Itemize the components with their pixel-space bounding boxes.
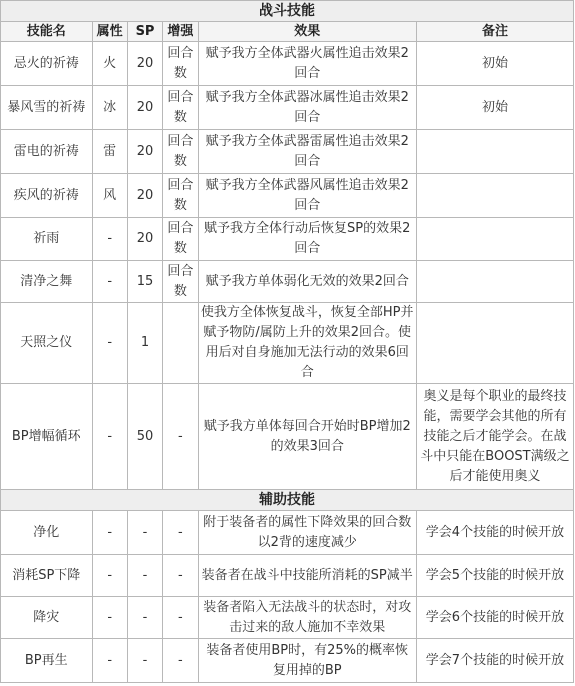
- table-row: [1, 86, 574, 130]
- header-enh: 增强: [163, 22, 198, 42]
- skill-sp: -: [127, 511, 162, 555]
- skill-note: 奥义是每个职业的最终技能，需要学会其他的所有技能之后才能学会。在战斗中只能在BOOST满级之后才能使用奥义: [416, 384, 573, 490]
- skill-name: 净化: [1, 511, 93, 555]
- skill-note: [416, 174, 573, 218]
- skill-effect: 赋予我方全体武器风属性追击效果2回合: [198, 174, 416, 218]
- header-effect: 效果: [198, 22, 416, 42]
- skill-attr: 风: [92, 174, 127, 218]
- skill-effect: 装备者陷入无法战斗的状态时，对攻击过来的敌人施加不幸效果: [198, 597, 416, 639]
- skill-sp: 15: [127, 261, 162, 303]
- section-title-row: [1, 1, 574, 22]
- skill-sp: -: [127, 639, 162, 683]
- skill-enh: 回合数: [163, 42, 198, 86]
- table-row: [1, 639, 574, 683]
- skill-attr: -: [92, 384, 127, 490]
- skill-attr: 冰: [92, 86, 127, 130]
- skill-enh: -: [163, 639, 198, 683]
- skill-enh: 回合数: [163, 130, 198, 174]
- skill-enh: [163, 303, 198, 384]
- skill-enh: -: [163, 511, 198, 555]
- header-note: 备注: [416, 22, 573, 42]
- skill-attr: -: [92, 218, 127, 261]
- skill-attr: -: [92, 597, 127, 639]
- skill-enh: -: [163, 384, 198, 490]
- skill-effect: 赋予我方单体每回合开始时BP增加2的效果3回合: [198, 384, 416, 490]
- skill-effect: 附于装备者的属性下降效果的回合数以2背的速度减少: [198, 511, 416, 555]
- skill-note: 初始: [416, 42, 573, 86]
- skill-enh: 回合数: [163, 218, 198, 261]
- skill-effect: 装备者在战斗中技能所消耗的SP减半: [198, 555, 416, 597]
- skill-sp: -: [127, 555, 162, 597]
- table-row: [1, 261, 574, 303]
- table-row: [1, 384, 574, 490]
- skill-enh: -: [163, 597, 198, 639]
- skill-name: 暴风雪的祈祷: [1, 86, 93, 130]
- skill-sp: 20: [127, 218, 162, 261]
- header-row: [1, 22, 574, 42]
- skill-note: 初始: [416, 86, 573, 130]
- skill-effect: 使我方全体恢复战斗，恢复全部HP并赋予物防/属防上升的效果2回合。使用后对自身施加无法行动的效果6回合: [198, 303, 416, 384]
- skill-attr: 火: [92, 42, 127, 86]
- table-row: [1, 130, 574, 174]
- skill-note: 学会7个技能的时候开放: [416, 639, 573, 683]
- skill-note: 学会4个技能的时候开放: [416, 511, 573, 555]
- skill-effect: 赋予我方全体行动后恢复SP的效果2回合: [198, 218, 416, 261]
- skill-name: BP增幅循环: [1, 384, 93, 490]
- skill-note: [416, 261, 573, 303]
- skill-name: BP再生: [1, 639, 93, 683]
- skill-name: 疾风的祈祷: [1, 174, 93, 218]
- skill-note: [416, 130, 573, 174]
- skill-name: 雷电的祈祷: [1, 130, 93, 174]
- skill-effect: 赋予我方全体武器冰属性追击效果2回合: [198, 86, 416, 130]
- skill-enh: 回合数: [163, 261, 198, 303]
- skill-sp: 20: [127, 174, 162, 218]
- skill-enh: 回合数: [163, 174, 198, 218]
- skill-note: 学会6个技能的时候开放: [416, 597, 573, 639]
- skill-name: 祈雨: [1, 218, 93, 261]
- table-row: [1, 597, 574, 639]
- skill-enh: -: [163, 555, 198, 597]
- table-row: [1, 218, 574, 261]
- skill-effect: 赋予我方单体弱化无效的效果2回合: [198, 261, 416, 303]
- skill-attr: 雷: [92, 130, 127, 174]
- skill-sp: -: [127, 597, 162, 639]
- skill-effect: 赋予我方全体武器雷属性追击效果2回合: [198, 130, 416, 174]
- skill-table-body: [1, 1, 574, 683]
- skill-attr: -: [92, 511, 127, 555]
- skill-name: 天照之仪: [1, 303, 93, 384]
- skill-name: 降灾: [1, 597, 93, 639]
- skill-name: 消耗SP下降: [1, 555, 93, 597]
- table-row: [1, 303, 574, 384]
- table-row: [1, 555, 574, 597]
- skill-attr: -: [92, 555, 127, 597]
- section-title: 战斗技能: [1, 1, 574, 22]
- skill-note: [416, 218, 573, 261]
- skill-attr: -: [92, 303, 127, 384]
- skill-note: 学会5个技能的时候开放: [416, 555, 573, 597]
- section-title-row: [1, 490, 574, 511]
- header-sp: SP: [127, 22, 162, 42]
- skill-sp: 20: [127, 86, 162, 130]
- skill-effect: 装备者使用BP时，有25%的概率恢复用掉的BP: [198, 639, 416, 683]
- table-row: [1, 174, 574, 218]
- skill-sp: 50: [127, 384, 162, 490]
- skill-enh: 回合数: [163, 86, 198, 130]
- skill-name: 忌火的祈祷: [1, 42, 93, 86]
- skill-sp: 20: [127, 130, 162, 174]
- header-name: 技能名: [1, 22, 93, 42]
- skill-attr: -: [92, 261, 127, 303]
- skill-sp: 20: [127, 42, 162, 86]
- skill-name: 清净之舞: [1, 261, 93, 303]
- skill-effect: 赋予我方全体武器火属性追击效果2回合: [198, 42, 416, 86]
- table-row: [1, 42, 574, 86]
- skill-note: [416, 303, 573, 384]
- skill-attr: -: [92, 639, 127, 683]
- header-attr: 属性: [92, 22, 127, 42]
- skill-sp: 1: [127, 303, 162, 384]
- table-row: [1, 511, 574, 555]
- section-title: 辅助技能: [1, 490, 574, 511]
